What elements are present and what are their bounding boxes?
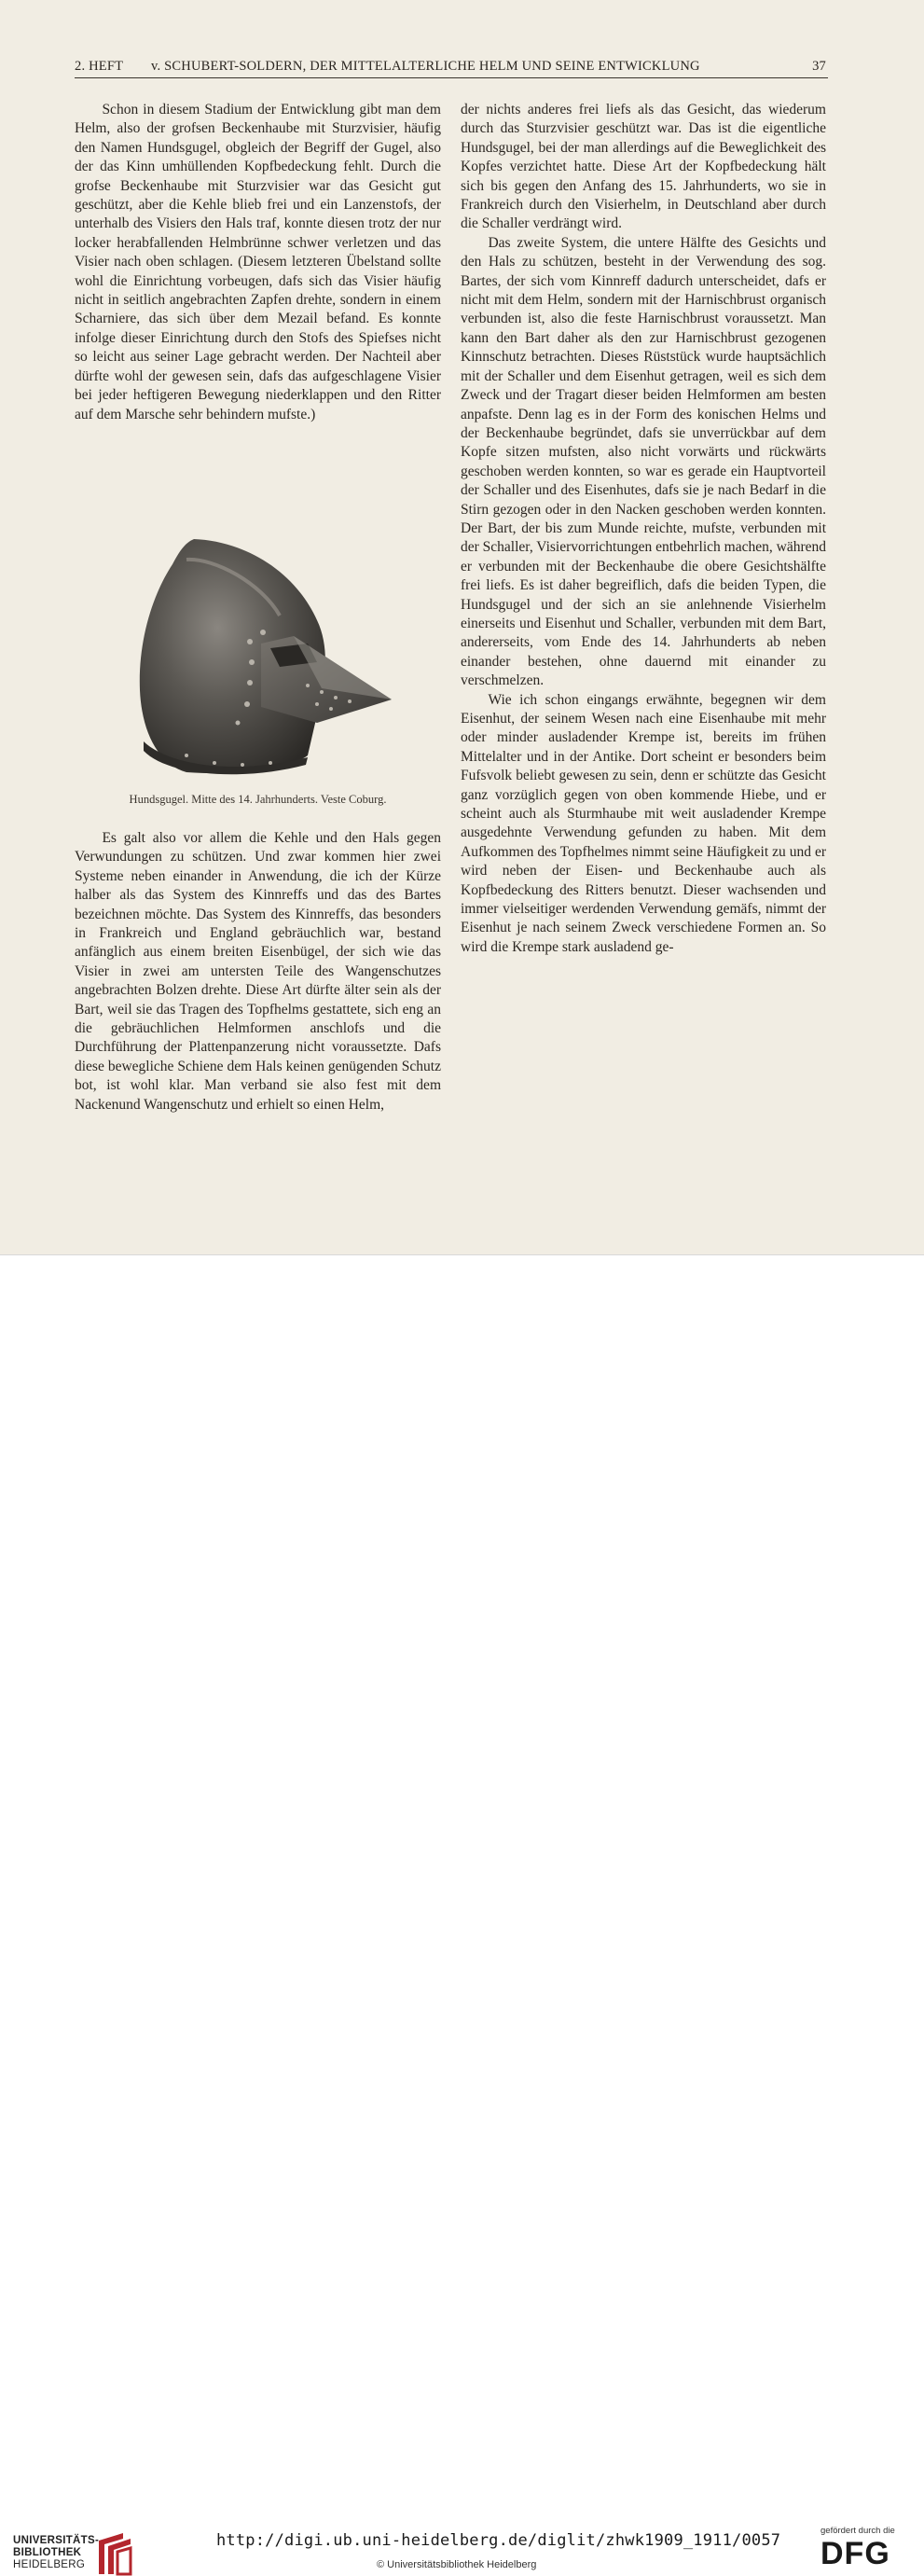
issue-label: 2. HEFT (75, 59, 124, 74)
library-name-line1: UNIVERSITÄTS- (13, 2535, 100, 2546)
library-mark-icon (95, 2531, 134, 2576)
funder-block (821, 2526, 914, 2572)
paragraph: Wie ich schon eingangs erwähnte, begegnen wir dem Eisenhut, der seinem Wesen nach eine Eisenhaube mit mehr oder minder ausladender Krempe ist, bereits im frühen Mittelalter und in der Antike. Dort scheint er besonders beim Fufsvolk beliebt gewesen zu sein, denn er schützte das Gesicht ganz vorzüglich gegen von oben kommende Hiebe, und er scheint auch als Sturmhaube mit weit ausladender Krempe ausgedehnte Verwendung gefunden zu haben. Mit dem Aufkommen des Topfhelmes nimmt seine Häufigkeit zu und er wird neben der Eisen- und Beckenhaube auch als Kopfbedeckung des Ritters benutzt. Dieser wachsenden und immer vielseitiger werdenden Verwendung gemäfs, nimmt der Eisenhut je nach seinem Zweck verschiedene Formen an. So wird die Krempe stark ausladend ge- (461, 691, 826, 955)
viewer-footer (0, 1254, 924, 2571)
page-number: 37 (812, 59, 826, 74)
library-name-line3: HEIDELBERG (13, 2559, 86, 2570)
figure-caption: Hundsgugel. Mitte des 14. Jahrhunderts. Veste Coburg. (129, 793, 387, 806)
running-header (75, 59, 828, 77)
hundsgugel-helmet-image (131, 532, 401, 783)
library-name-line2: BIBLIOTHEK (13, 2547, 82, 2558)
paragraph: Schon in diesem Stadium der Entwicklung gibt man dem Helm, also der grofsen Beckenhaube mit Sturzvisier, häufig den Namen Hundsgugel, obgleich der Begriff der Gugel, also der das Kinn umhüllenden Kopfbedeckung fehlt. Durch die grofse Beckenhaube mit Sturzvisier war das Gesicht gut geschützt, aber die Kehle blieb frei und ein Lanzenstofs, der unterhalb des Visiers den Hals traf, konnte diesen trotz der nur locker herabfallenden Helmbrünne schwer verletzen und das Visier nach oben schlagen. (Diesem letzteren Übelstand sollte wohl die Einrichtung vorbeugen, dafs sich das Visier häufig nicht in seitlich angebrachten Zapfen drehte, sondern in einem Scharniere, das sich über dem Mezail befand. Es konnte infolge dieser Einrichtung durch den Stofs des Spiefses nicht so leicht aus seiner Lage gebracht werden. Der Nachteil aber dürfte wohl der gewesen sein, dafs das aufgeschlagene Visier bei jeder heftigeren Bewegung niederklappen und den Ritter auf dem Marsche sehr behindern mufste.) (75, 102, 441, 422)
helmet-figure (131, 532, 401, 783)
permalink-url[interactable]: http://digi.ub.uni-heidelberg.de/diglit/zhwk1909_1911/0057 (216, 2531, 781, 2550)
left-column-bottom (75, 829, 441, 1115)
scanned-page (0, 0, 924, 1254)
left-column-top (75, 101, 441, 424)
funder-label: gefördert durch die (821, 2526, 895, 2536)
library-logo[interactable] (13, 2535, 99, 2571)
dfg-logo: DFG (821, 2536, 890, 2571)
paragraph: der nichts anderes frei liefs als das Gesicht, das wiederum durch das Sturzvisier geschützt war. Das ist die eigentliche Hundsgugel, bei der man allerdings auf die Beweglichkeit des Kopfes verzichtet hatte. Diese Art der Kopfbedeckung hält sich bis gegen den Anfang des 15. Jahrhunderts, wo sie in Frankreich durch den Visierhelm, in Deutschland aber durch die Schaller verdrängt wird. (461, 102, 826, 232)
paragraph: Es galt also vor allem die Kehle und den Hals gegen Verwundungen zu schützen. Und zwar kommen hier zwei Systeme neben einander in Anwendung, die ich der Kürze halber als das System des Kinnreffs und das des Bartes bezeichnen möchte. Das System des Kinnreffs, das besonders in Frankreich und England gebräuchlich war, bestand anfänglich aus einem breiten Eisenbügel, der sich wie das Visier in zwei am untersten Teile des Wangenschutzes angebrachten Bolzen drehte. Diese Art dürfte älter sein als der Bart, weil sie das Tragen des Topfhelms gestattete, sich eng an die gebräuchlichen Helmformen anschlofs und die Durchführung der Plattenpanzerung nicht voraussetzte. Dafs diese bewegliche Schiene dem Hals keinen genügenden Schutz bot, ist wohl klar. Man verband sie also fest mit dem Nackenund Wangenschutz und erhielt so einen Helm, (75, 830, 441, 1113)
copyright-notice: © Universitätsbibliothek Heidelberg (377, 2559, 537, 2570)
header-rule (75, 77, 828, 78)
running-title: v. SCHUBERT-SOLDERN, DER MITTELALTERLICHE HELM UND SEINE ENTWICKLUNG (151, 59, 700, 74)
right-column (461, 101, 826, 957)
paragraph: Das zweite System, die untere Hälfte des Gesichts und den Hals zu schützen, besteht in der Verwendung des sog. Bartes, der sich vom Kinnreff dadurch unterscheidet, dafs er nicht mit dem Helm, sondern mit der Harnischbrust organisch verbunden ist, also die feste Harnischbrust voraussetzt. Man kann den Bart daher als den zur Harnischbrust gezogenen Kinnschutz betrachten. Dieses Rüststück wurde hauptsächlich mit der Schaller und dem Eisenhut getragen, weil es sich dem Zweck und der Tragart dieser beiden Helmformen am besten anpafste. Denn lag es in der Form des konischen Helms und der Beckenhaube begründet, dafs sie unverrückbar auf dem Kopfe sitzen mufsten, also nicht vorwärts und rückwärts geschoben werden konnten, so war es gerade ein Hauptvorteil der Schaller und des Eisenhutes, dafs sie je nach Bedarf in die Stirn gezogen oder in den Nacken geschoben werden konnten. Der Bart, der bis zum Munde reichte, mufste, verbunden mit der Schaller, Visiervorrichtungen entbehrlich machen, während er verbunden mit der Beckenhaube die obere Gesichtshälfte frei liefs. Es ist daher begreiflich, dafs die beiden Typen, die Hundsgugel und der sich an sie anlehnende Visierhelm einerseits und Eisenhut und Schaller, verbunden mit dem Bart, andererseits, vom Ende des 14. Jahrhunderts ab neben einander bestehen, ohne dauernd mit einander zu verschmelzen. (461, 234, 826, 689)
